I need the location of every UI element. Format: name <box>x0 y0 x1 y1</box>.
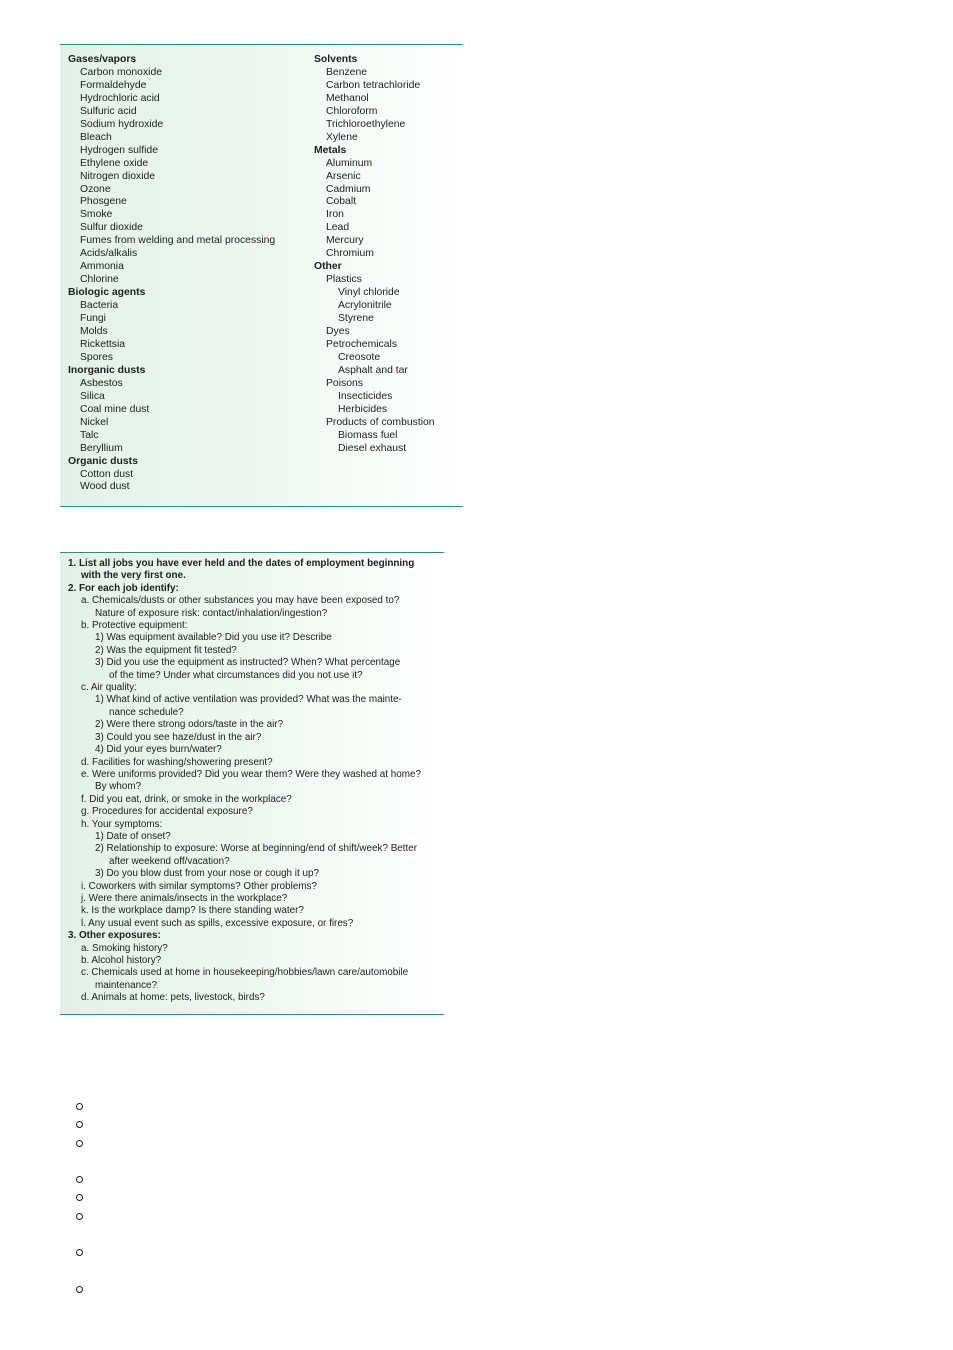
agent-item: Creosote <box>338 351 381 363</box>
agent-item: Iron <box>326 209 344 221</box>
question-item: maintenance? <box>95 979 158 991</box>
question-item: a. Chemicals/dusts or other substances you may have been exposed to? <box>81 595 400 607</box>
agent-item: Sodium hydroxide <box>80 118 164 130</box>
agent-item: Dyes <box>326 326 350 338</box>
question-item: Nature of exposure risk: contact/inhalation/ingestion? <box>95 607 328 619</box>
question-item: e. Were uniforms provided? Did you wear them? Were they washed at home? <box>81 768 421 780</box>
agent-item: Sulfur dioxide <box>80 222 143 234</box>
empty-list-bullet <box>76 1103 83 1110</box>
question-item: c. Air quality: <box>81 682 137 694</box>
agent-item: Diesel exhaust <box>338 442 407 454</box>
agent-item: Wood dust <box>80 481 130 493</box>
agent-item: Carbon tetrachloride <box>326 79 421 91</box>
agent-item: Aluminum <box>326 157 373 169</box>
agent-item: Biomass fuel <box>338 429 398 441</box>
question-item: d. Facilities for washing/showering present? <box>81 756 273 768</box>
question-item: j. Were there animals/insects in the workplace? <box>81 892 288 904</box>
question-item: 1) Date of onset? <box>95 830 171 842</box>
category-heading: Gases/vapors <box>68 54 137 65</box>
question-heading: 3. Other exposures: <box>68 930 161 942</box>
exposure-agents-table <box>60 44 463 507</box>
agent-item: Arsenic <box>326 170 361 182</box>
empty-list-bullet <box>76 1249 83 1256</box>
agent-item: Acids/alkalis <box>80 248 138 260</box>
question-heading: 2. For each job identify: <box>68 582 179 594</box>
agent-item: Cotton dust <box>80 468 134 480</box>
question-item: b. Alcohol history? <box>81 955 162 966</box>
agent-item: Fumes from welding and metal processing <box>80 235 276 247</box>
agent-item: Bleach <box>80 131 112 143</box>
agent-item: Asphalt and tar <box>338 364 408 376</box>
agent-item: Cobalt <box>326 196 357 208</box>
agent-item: Plastics <box>326 274 362 286</box>
category-heading: Solvents <box>314 54 358 65</box>
agent-item: Sulfuric acid <box>80 105 137 117</box>
agent-item: Methanol <box>326 92 369 104</box>
question-item: By whom? <box>95 781 142 793</box>
question-item: 4) Did your eyes burn/water? <box>95 744 222 756</box>
agent-item: Nickel <box>80 416 109 428</box>
exposure-agents-left-column <box>68 54 275 494</box>
question-item: nance schedule? <box>109 706 184 718</box>
question-item: i. Coworkers with similar symptoms? Other problems? <box>81 880 317 892</box>
question-item: b. Protective equipment: <box>81 620 188 632</box>
question-item: c. Chemicals used at home in housekeeping/hobbies/lawn care/automobile <box>81 967 409 979</box>
empty-list-bullet <box>76 1140 83 1147</box>
exposure-agents-right-column <box>314 54 435 456</box>
agent-item: Trichloroethylene <box>326 118 406 130</box>
question-item: 2) Was the equipment fit tested? <box>95 644 237 656</box>
agent-item: Chromium <box>326 248 374 260</box>
agent-item: Poisons <box>326 377 363 389</box>
question-item: f. Did you eat, drink, or smoke in the workplace? <box>81 793 292 805</box>
category-heading: Biologic agents <box>68 287 146 299</box>
agent-item: Petrochemicals <box>326 338 398 350</box>
agent-item: Hydrochloric acid <box>80 92 160 104</box>
agent-item: Chlorine <box>80 274 119 286</box>
question-item: l. Any usual event such as spills, excessive exposure, or fires? <box>81 917 354 929</box>
occupational-history-questionnaire <box>60 552 444 1015</box>
question-item: 3) Do you blow dust from your nose or cough it up? <box>95 868 319 880</box>
agent-item: Smoke <box>80 209 113 221</box>
agent-item: Silica <box>80 390 105 402</box>
agent-item: Bacteria <box>80 300 119 312</box>
agent-item: Cadmium <box>326 183 371 195</box>
question-item: d. Animals at home: pets, livestock, birds? <box>81 992 265 1004</box>
agent-item: Phosgene <box>80 196 127 208</box>
agent-item: Vinyl chloride <box>338 287 400 299</box>
question-list <box>68 558 421 1005</box>
question-item: of the time? Under what circumstances did you not use it? <box>109 669 363 681</box>
agent-item: Mercury <box>326 235 364 247</box>
empty-list-bullet <box>76 1213 83 1220</box>
agent-item: Nitrogen dioxide <box>80 170 156 182</box>
agent-item: Products of combustion <box>326 416 435 428</box>
empty-list-bullet <box>76 1176 83 1183</box>
agent-item: Ethylene oxide <box>80 157 149 169</box>
question-item: g. Procedures for accidental exposure? <box>81 806 253 818</box>
empty-list-bullet <box>76 1286 83 1293</box>
question-item: 3) Did you use the equipment as instructed? When? What percentage <box>95 657 401 669</box>
question-item: h. Your symptoms: <box>81 818 163 830</box>
question-item: a. Smoking history? <box>81 942 168 954</box>
agent-item: Fungi <box>80 313 106 325</box>
agent-item: Chloroform <box>326 105 378 117</box>
agent-item: Coal mine dust <box>80 403 150 415</box>
question-item: 2) Were there strong odors/taste in the air? <box>95 719 284 731</box>
agent-item: Herbicides <box>338 403 388 415</box>
question-item: 3) Could you see haze/dust in the air? <box>95 731 262 743</box>
agent-item: Ammonia <box>80 261 124 273</box>
agent-item: Spores <box>80 351 113 363</box>
empty-bullet-list <box>76 0 86 1350</box>
agent-item: Acrylonitrile <box>338 300 392 312</box>
agent-item: Formaldehyde <box>80 79 147 91</box>
agent-item: Ozone <box>80 183 111 195</box>
empty-list-bullet <box>76 1121 83 1128</box>
agent-item: Lead <box>326 222 350 234</box>
category-heading: Inorganic dusts <box>68 364 146 376</box>
question-item: 1) What kind of active ventilation was provided? What was the mainte- <box>95 694 402 706</box>
agent-item: Talc <box>80 429 99 441</box>
question-item: 2) Relationship to exposure: Worse at beginning/end of shift/week? Better <box>95 843 418 855</box>
question-item: after weekend off/vacation? <box>109 855 230 867</box>
question-item: k. Is the workplace damp? Is there standing water? <box>81 905 304 917</box>
agent-item: Insecticides <box>338 390 393 402</box>
question-item: 1) Was equipment available? Did you use it? Describe <box>95 632 332 644</box>
agent-item: Rickettsia <box>80 338 126 350</box>
agent-item: Hydrogen sulfide <box>80 144 158 156</box>
empty-list-bullet <box>76 1194 83 1201</box>
category-heading: Metals <box>314 144 347 156</box>
agent-item: Benzene <box>326 66 368 78</box>
agent-item: Styrene <box>338 313 374 325</box>
question-heading: with the very first one. <box>81 570 186 582</box>
agent-item: Asbestos <box>80 377 123 389</box>
agent-item: Carbon monoxide <box>80 66 163 78</box>
question-heading: 1. List all jobs you have ever held and the dates of employment beginning <box>68 558 415 569</box>
agent-item: Xylene <box>326 131 358 143</box>
agent-item: Beryllium <box>80 442 123 454</box>
agent-item: Molds <box>80 326 108 338</box>
category-heading: Organic dusts <box>68 455 138 467</box>
category-heading: Other <box>314 261 342 273</box>
